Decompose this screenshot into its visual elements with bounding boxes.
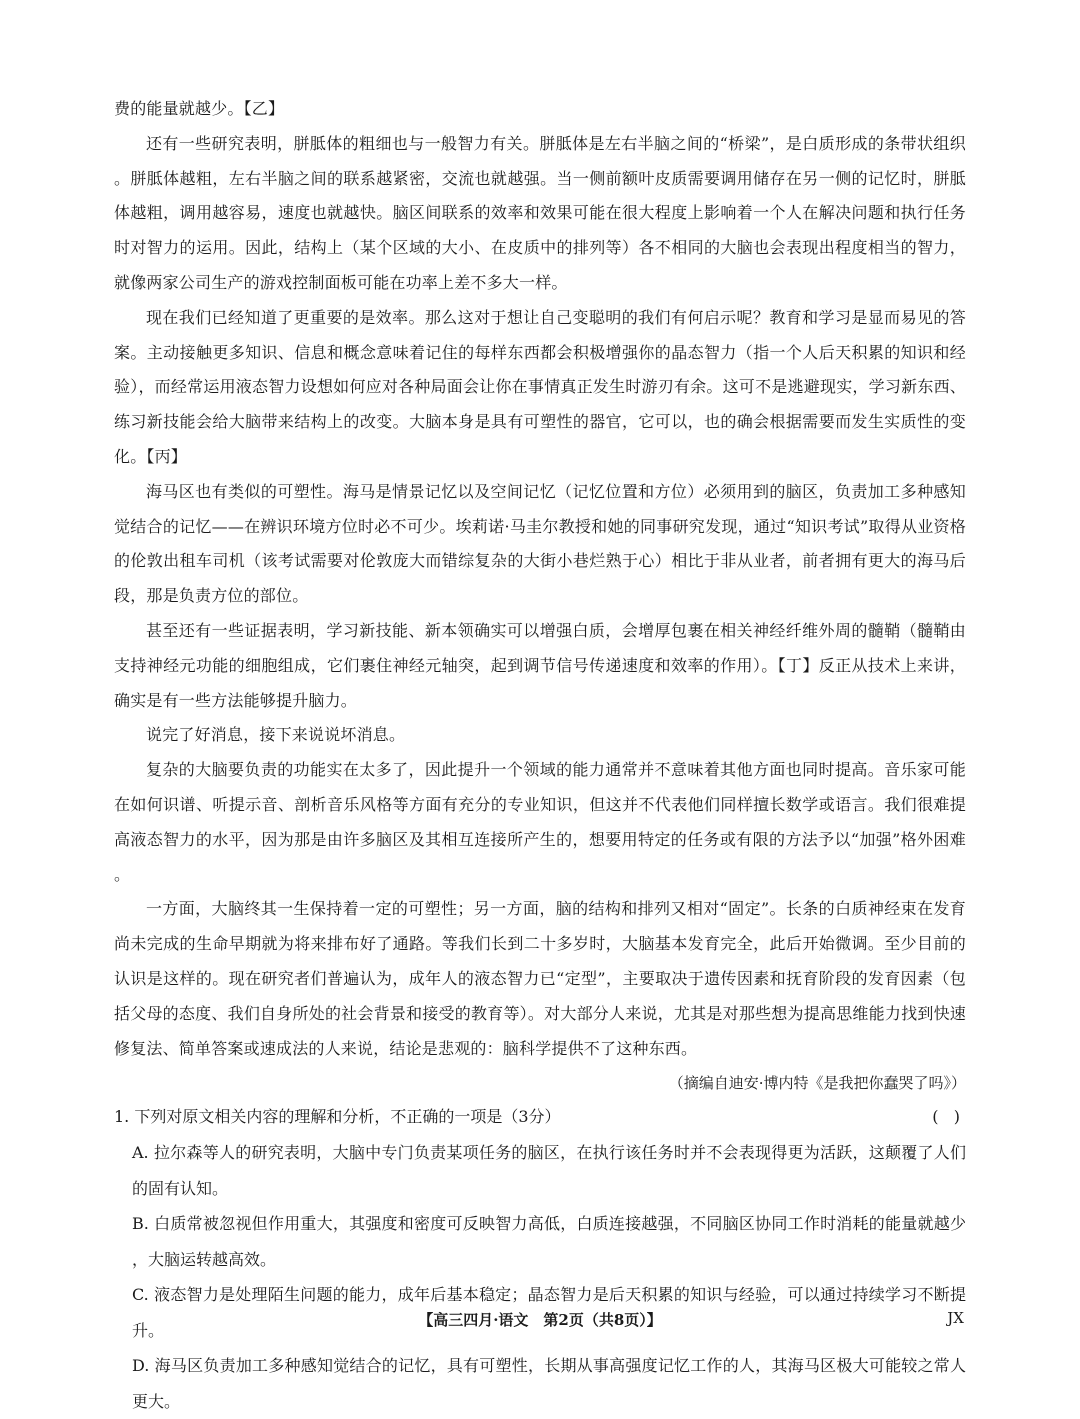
answer-bracket: ( ) xyxy=(932,1107,960,1127)
question-1 xyxy=(114,1100,966,1419)
option-d: D. 海马区负责加工多种感知觉结合的记忆，具有可塑性，长期从事高强度记忆工作的人，其海马区极大可能较之常人更大。 xyxy=(132,1356,966,1411)
paragraph-7: 复杂的大脑要负责的功能实在太多了，因此提升一个领域的能力通常并不意味着其他方面也同时提高。音乐家可能在如何识谱、听提示音、剖析音乐风格等方面有充分的专业知识，但这并不代表他们同样擅长数学或语言。我们很难提高液态智力的水平，因为那是由许多脑区及其相互连接所产生的，想要用特定的任务或有限的方法予以“加强”格外困难。 xyxy=(114,760,966,884)
paragraph-3: 现在我们已经知道了更重要的是效率。那么这对于想让自己变聪明的我们有何启示呢？教育和学习是显而易见的答案。主动接触更多知识、信息和概念意味着记住的每样东西都会积极增强你的晶态智力（指一个人后天积累的知识和经验），而经常运用液态智力设想如何应对各种局面会让你在事情真正发生时游刃有余。这可不是逃避现实，学习新东西、练习新技能会给大脑带来结构上的改变。大脑本身是具有可塑性的器官，它可以，也的确会根据需要而发生实质性的变化。【丙】 xyxy=(114,307,966,466)
paragraph-6: 说完了好消息，接下来说说坏消息。 xyxy=(146,725,406,745)
page-footer xyxy=(0,1305,1080,1335)
paragraph-8: 一方面，大脑终其一生保持着一定的可塑性；另一方面，脑的结构和排列又相对“固定”。长条的白质神经束在发育尚未完成的生命早期就为将来排布好了通路。等我们长到二十多岁时，大脑基本发育完全，此后开始微调。至少目前的认识是这样的。现在研究者们普遍认为，成年人的液态智力已“定型”，主要取决于遗传因素和抚育阶段的发育因素（包括父母的态度、我们自身所处的社会背景和接受的教育等）。对大部分人来说，尤其是对那些想为提高思维能力找到快速修复法、简单答案或速成法的人来说，结论是悲观的：脑科学提供不了这种东西。 xyxy=(114,899,966,1058)
paragraph-4: 海马区也有类似的可塑性。海马是情景记忆以及空间记忆（记忆位置和方位）必须用到的脑区，负责加工多种感知觉结合的记忆——在辨识环境方位时必不可少。埃莉诺·马圭尔教授和她的同事研究发现，通过“知识考试”取得从业资格的伦敦出租车司机（该考试需要对伦敦庞大而错综复杂的大街小巷烂熟于心）相比于非从业者，前者拥有更大的海马后段，那是负责方位的部位。 xyxy=(114,481,966,606)
footer-code: JX xyxy=(947,1309,964,1327)
article xyxy=(114,92,966,1100)
question-stem: 1. 下列对原文相关内容的理解和分析，不正确的一项是（3分） xyxy=(114,1107,561,1127)
paragraph-2: 还有一些研究表明，胼胝体的粗细也与一般智力有关。胼胝体是左右半脑之间的“桥梁”，是白质形成的条带状组织。胼胝体越粗，左右半脑之间的联系越紧密，交流也就越强。当一侧前额叶皮质需要调用储存在另一侧的记忆时，胼胝体越粗，调用越容易，速度也就越快。脑区间联系的效率和效果可能在很大程度上影响着一个人在解决问题和执行任务时对智力的运用。因此，结构上（某个区域的大小、在皮质中的排列等）各不相同的大脑也会表现出程度相当的智力，就像两家公司生产的游戏控制面板可能在功率上差不多大一样。 xyxy=(114,133,966,292)
paragraph-1: 费的能量就越少。【乙】 xyxy=(114,99,285,118)
option-a: A. 拉尔森等人的研究表明，大脑中专门负责某项任务的脑区，在执行该任务时并不会表现得更为活跃，这颠覆了人们的固有认知。 xyxy=(132,1143,966,1198)
footer-page-info: 【高三四月·语文 第2页（共8页）】 xyxy=(418,1311,662,1329)
paragraph-5: 甚至还有一些证据表明，学习新技能、新本领确实可以增强白质，会增厚包裹在相关神经纤维外周的髓鞘（髓鞘由支持神经元功能的细胞组成，它们裹住神经元轴突，起到调节信号传递速度和效率的作用）。【丁】反正从技术上来讲，确实是有一些方法能够提升脑力。 xyxy=(114,620,966,710)
option-c: C. 液态智力是处理陌生问题的能力，成年后基本稳定；晶态智力是后天积累的知识与经验，可以通过持续学习不断提升。 xyxy=(132,1285,966,1340)
option-b: B. 白质常被忽视但作用重大，其强度和密度可反映智力高低，白质连接越强，不同脑区协同工作时消耗的能量就越少，大脑运转越高效。 xyxy=(132,1214,966,1269)
article-source: （摘编自迪安·博内特《是我把你蠢哭了吗》） xyxy=(668,1074,966,1093)
document-body xyxy=(114,92,966,1419)
question-stem-row xyxy=(114,1100,966,1135)
